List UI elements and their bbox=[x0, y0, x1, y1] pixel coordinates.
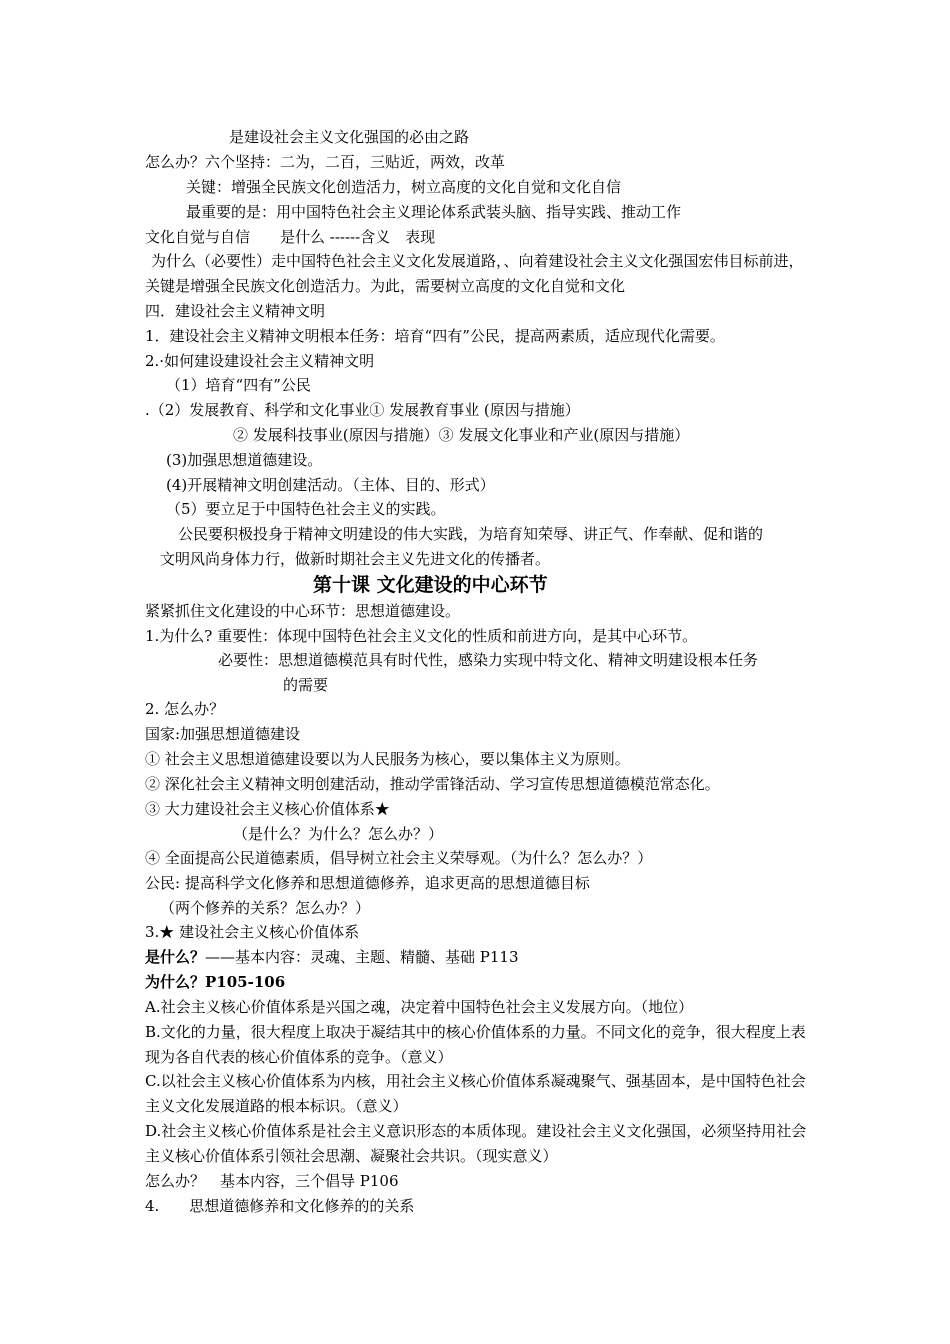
text-line: 2.·如何建设建设社会主义精神文明 bbox=[145, 352, 375, 370]
text-line: (4)开展精神文明创建活动。（主体、目的、形式） bbox=[166, 476, 495, 494]
lesson-title: 第十课 文化建设的中心环节 bbox=[313, 574, 548, 596]
bold-label: 是什么？ bbox=[145, 948, 206, 966]
text-line: ① 社会主义思想道德建设要以为人民服务为核心，要以集体主义为原则。 bbox=[145, 750, 630, 768]
text-line: ② 发展科技事业(原因与措施）③ 发展文化事业和产业(原因与措施） bbox=[233, 426, 690, 444]
text-line: 公民要积极投身于精神文明建设的伟大实践，为培育知荣辱、讲正气、作奉献、促和谐的 bbox=[178, 525, 764, 543]
text-line: 的需要 bbox=[283, 676, 329, 694]
text-line: （是什么？为什么？怎么办？） bbox=[233, 825, 444, 843]
text-line: （5）要立足于中国特色社会主义的实践。 bbox=[166, 500, 446, 518]
text-line: 国家:加强思想道德建设 bbox=[145, 725, 301, 743]
text-line: 公民: 提高科学文化修养和思想道德修养，追求更高的思想道德目标 bbox=[145, 874, 590, 892]
text-line: 1．建设社会主义精神文明根本任务：培育“四有”公民，提高两素质，适应现代化需要。 bbox=[145, 327, 725, 345]
text-line: 必要性：思想道德模范具有时代性，感染力实现中特文化、精神文明建设根本任务 bbox=[218, 651, 759, 669]
text-line: 怎么办？六个坚持：二为，二百，三贴近，两效，改革 bbox=[145, 153, 506, 171]
text-line: 怎么办？ 基本内容，三个倡导 P106 bbox=[145, 1172, 399, 1190]
section-heading: 四．建设社会主义精神文明 bbox=[145, 302, 326, 320]
text-line: （1）培育“四有”公民 bbox=[166, 376, 311, 394]
text-paragraph: D.社会主义核心价值体系是社会主义意识形态的本质体现。建设社会主义文化强国，必须坚持用社会主义核心价值体系引领社会思潮、凝聚社会共识。（现实意义） bbox=[145, 1122, 807, 1165]
text-line: ② 深化社会主义精神文明创建活动，推动学雷锋活动、学习宣传思想道德模范常态化。 bbox=[145, 775, 720, 793]
text-line: .（2）发展教育、科学和文化事业① 发展教育事业 (原因与措施） bbox=[145, 401, 580, 419]
text-line: 4. 思想道德修养和文化修养的的关系 bbox=[145, 1197, 415, 1215]
text-line: （两个修养的关系？怎么办？） bbox=[160, 899, 371, 917]
text-line: 是建设社会主义文化强国的必由之路 bbox=[229, 128, 470, 146]
text-line bbox=[145, 945, 519, 970]
text-line: (3)加强思想道德建设。 bbox=[166, 451, 323, 469]
text-line: 最重要的是：用中国特色社会主义理论体系武装头脑、指导实践、推动工作 bbox=[186, 203, 682, 221]
text-line: 紧紧抓住文化建设的中心环节：思想道德建设。 bbox=[145, 602, 461, 620]
text-paragraph: 为什么（必要性）走中国特色社会主义文化发展道路，、向着建设社会主义文化强国宏伟目标前进，关键是增强全民族文化创造活力。为此，需要树立高度的文化自觉和文化 bbox=[145, 252, 804, 295]
text-line: 文明风尚身体力行，做新时期社会主义先进文化的传播者。 bbox=[160, 550, 551, 568]
text-line: ④ 全面提高公民道德素质，倡导树立社会主义荣辱观。（为什么？怎么办？） bbox=[145, 849, 653, 867]
text-paragraph: C.以社会主义核心价值体系为内核，用社会主义核心价值体系凝魂聚气、强基固本，是中国特色社会主义文化发展道路的根本标识。（意义） bbox=[145, 1072, 806, 1115]
text-line: 2. 怎么办？ bbox=[145, 700, 225, 718]
text-line: 3.★ 建设社会主义核心价值体系 bbox=[145, 923, 360, 941]
bold-heading: 为什么？P105-106 bbox=[145, 973, 286, 991]
text-line: 文化自觉与自信 是什么 ------含义 表现 bbox=[145, 228, 436, 246]
text-line: 关键：增强全民族文化创造活力，树立高度的文化自觉和文化自信 bbox=[186, 178, 622, 196]
text-line: ③ 大力建设社会主义核心价值体系★ bbox=[145, 800, 390, 818]
text-line: 1.为什么? 重要性：体现中国特色社会主义文化的性质和前进方向，是其中心环节。 bbox=[145, 627, 698, 645]
text-line: A.社会主义核心价值体系是兴国之魂，决定着中国特色社会主义发展方向。（地位） bbox=[145, 998, 694, 1016]
text-paragraph: B.文化的力量，很大程度上取决于凝结其中的核心价值体系的力量。不同文化的竞争，很大程度上表现为各自代表的核心价值体系的竞争。（意义） bbox=[145, 1023, 806, 1066]
text-span: ——基本内容：灵魂、主题、精髓、基础 P113 bbox=[205, 948, 519, 966]
